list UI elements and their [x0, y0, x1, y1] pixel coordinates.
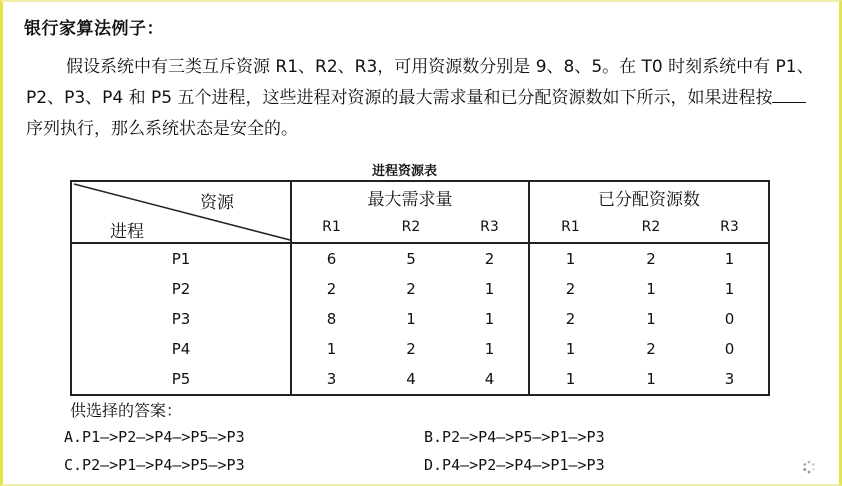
table-cell: 1 — [646, 280, 656, 298]
table-cell: 2 — [484, 250, 495, 268]
loading-cursor-icon — [802, 460, 816, 474]
table-cell: 2 — [646, 340, 656, 358]
subheader-cell: R1 — [291, 212, 371, 243]
paragraph-part2: 序列执行，那么系统状态是安全的。 — [26, 119, 298, 139]
table-row — [71, 304, 769, 334]
subheader-cell: R1 — [529, 212, 611, 243]
table-cell: 4 — [484, 370, 495, 388]
process-name: P3 — [171, 310, 191, 328]
answer-option-d[interactable]: D.P4—>P2—>P4—>P1—>P3 — [424, 456, 605, 474]
table-cell: 1 — [724, 250, 735, 268]
table-row — [71, 334, 769, 364]
table-cell: 1 — [529, 334, 611, 364]
answers-heading: 供选择的答案： — [70, 401, 183, 420]
problem-paragraph — [26, 52, 816, 145]
process-name: P4 — [171, 340, 191, 358]
table-corner-cell — [71, 181, 291, 243]
table-cell: 2 — [406, 340, 416, 358]
table-cell: 1 — [646, 370, 656, 388]
table-cell: 2 — [406, 280, 416, 298]
table-cell: 1 — [484, 310, 495, 328]
process-name: P5 — [171, 370, 191, 388]
table-row — [71, 364, 769, 395]
subheader-cell: R3 — [451, 212, 529, 243]
subheader-cell: R2 — [611, 212, 691, 243]
fill-blank — [772, 86, 806, 103]
table-cell: 1 — [484, 280, 495, 298]
header-max-demand: 最大需求量 — [291, 181, 529, 212]
table-cell: 1 — [484, 340, 495, 358]
answer-option-c[interactable]: C.P2—>P1—>P4—>P5—>P3 — [64, 456, 245, 474]
header-allocated: 已分配资源数 — [529, 181, 769, 212]
answer-option-a[interactable]: A.P1—>P2—>P4—>P5—>P3 — [64, 428, 245, 446]
table-cell: 2 — [291, 274, 371, 304]
corner-label-resource: 资源 — [200, 193, 234, 213]
table-cell: 2 — [529, 274, 611, 304]
resource-table — [70, 180, 770, 396]
page-title: 银行家算法例子： — [24, 19, 164, 39]
table-cell: 3 — [724, 370, 735, 388]
table-cell: 6 — [291, 243, 371, 274]
table-cell: 8 — [291, 304, 371, 334]
table-caption: 进程资源表 — [372, 164, 438, 179]
table-cell: 3 — [291, 364, 371, 395]
table-cell: 1 — [406, 310, 416, 328]
subheader-cell: R3 — [691, 212, 769, 243]
corner-label-process: 进程 — [110, 222, 144, 242]
table-cell: 1 — [291, 334, 371, 364]
table-cell: 4 — [406, 370, 416, 388]
process-name: P2 — [171, 280, 191, 298]
table-row — [71, 243, 769, 274]
table-cell: 0 — [724, 310, 735, 328]
table-cell: 0 — [724, 340, 735, 358]
process-name: P1 — [171, 250, 191, 268]
table-cell: 1 — [646, 310, 656, 328]
answer-option-b[interactable]: B.P2—>P4—>P5—>P1—>P3 — [424, 428, 605, 446]
subheader-cell: R2 — [371, 212, 451, 243]
table-cell: 2 — [529, 304, 611, 334]
corner-diagonal-line — [72, 182, 292, 242]
table-cell: 1 — [724, 280, 735, 298]
table-cell: 1 — [529, 243, 611, 274]
table-row — [71, 274, 769, 304]
table-cell: 5 — [406, 250, 416, 268]
paragraph-part1: 假设系统中有三类互斥资源 R1、R2、R3，可用资源数分别是 9、8、5。在 T0 时刻系统中有 P1、P2、P3、P4 和 P5 五个进程，这些进程对资源的最大需求量和已分配资源数如下所示，如果进程按 — [26, 57, 814, 108]
table-cell: 1 — [529, 364, 611, 395]
table-cell: 2 — [646, 250, 656, 268]
